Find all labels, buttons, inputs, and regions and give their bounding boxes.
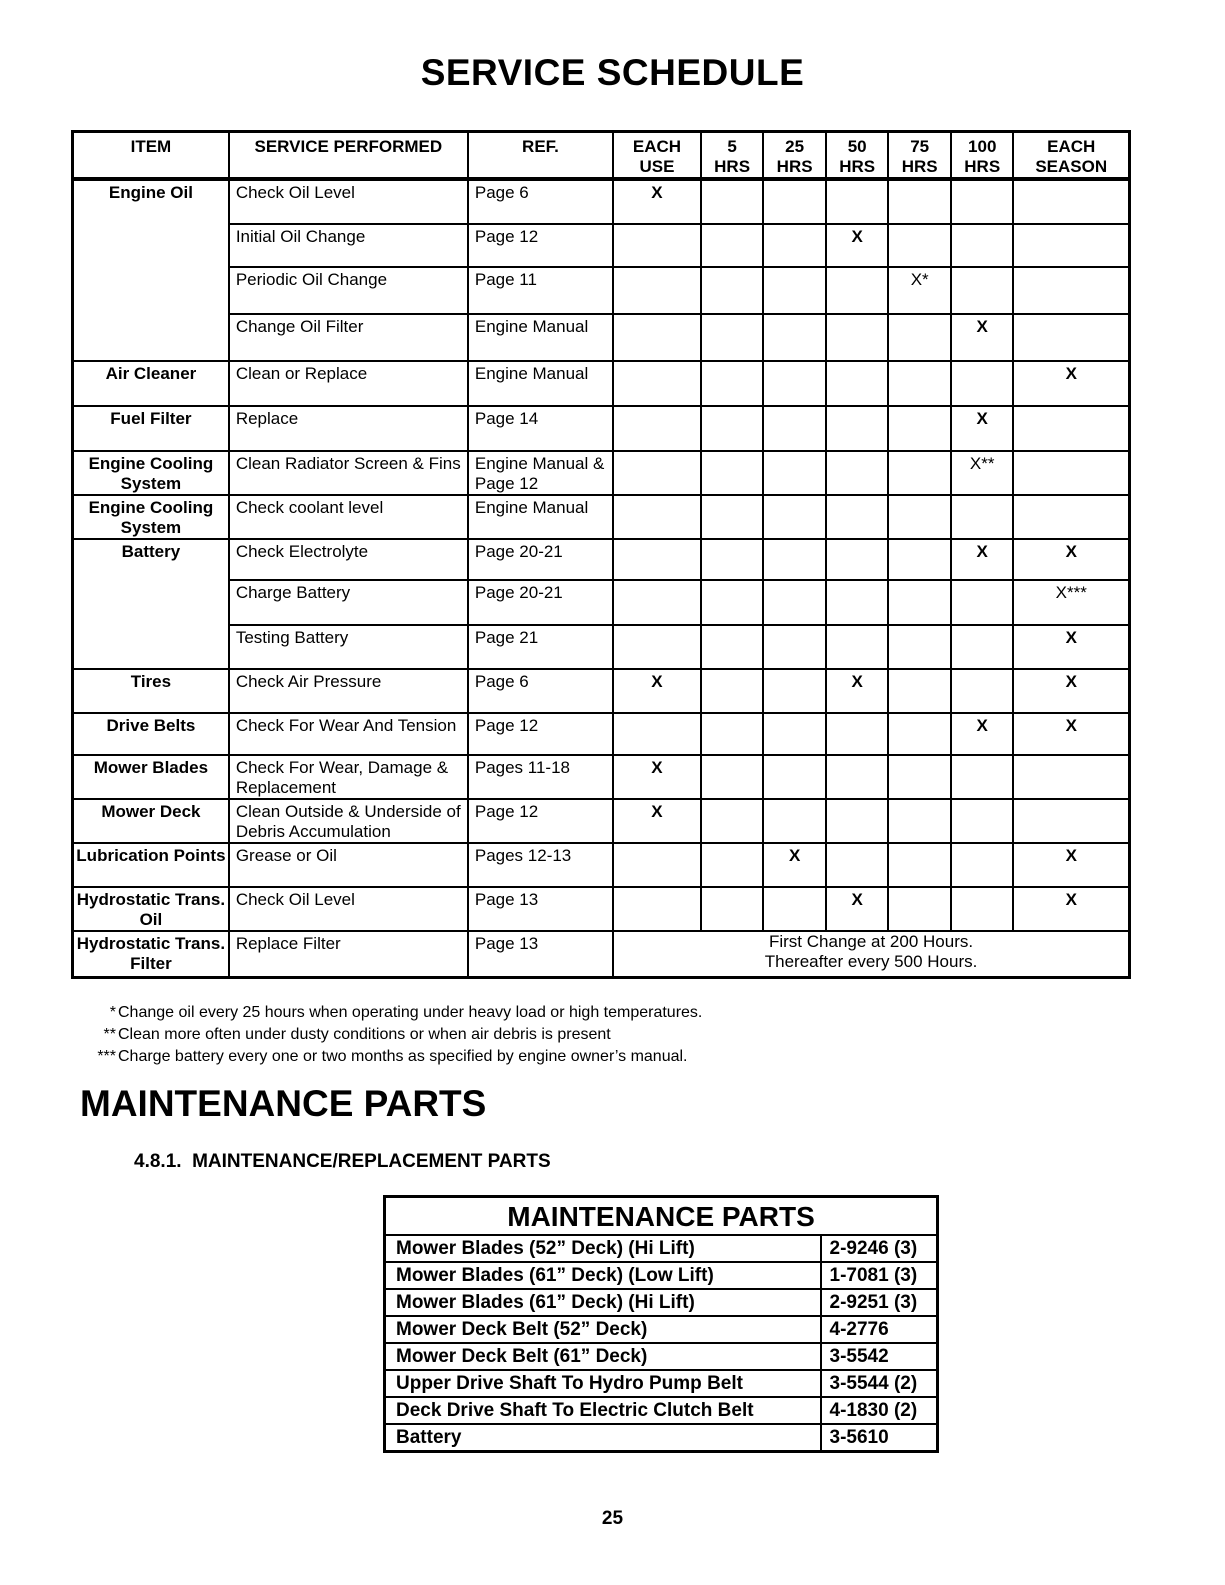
service-reference: Engine Manual	[468, 314, 613, 361]
schedule-row	[73, 406, 1130, 451]
interval-mark: X	[826, 224, 889, 267]
interval-mark	[951, 361, 1014, 406]
schedule-item: Air Cleaner	[73, 361, 229, 406]
schedule-row	[73, 495, 1130, 539]
column-header-line: 5	[727, 137, 737, 156]
column-header	[73, 132, 229, 180]
schedule-row	[73, 361, 1130, 406]
interval-mark	[701, 843, 764, 887]
service-reference: Engine Manual & Page 12	[468, 451, 613, 495]
interval-mark	[763, 713, 826, 755]
interval-mark	[951, 267, 1014, 314]
interval-mark	[826, 314, 889, 361]
service-reference: Page 6	[468, 179, 613, 224]
interval-mark	[1013, 314, 1129, 361]
schedule-item: Fuel Filter	[73, 406, 229, 451]
interval-mark	[888, 314, 951, 361]
interval-mark	[701, 267, 764, 314]
interval-mark	[613, 406, 701, 451]
interval-mark: X**	[951, 451, 1014, 495]
parts-row	[385, 1370, 938, 1397]
service-reference: Page 11	[468, 267, 613, 314]
service-reference: Pages 11-18	[468, 755, 613, 799]
column-header-line: HRS	[839, 157, 876, 176]
schedule-row	[73, 267, 1130, 314]
interval-mark	[613, 267, 701, 314]
footnote	[88, 1024, 702, 1046]
interval-mark: X*	[888, 267, 951, 314]
service-performed: Check For Wear, Damage & Replacement	[229, 755, 468, 799]
interval-mark	[888, 625, 951, 669]
schedule-item	[73, 625, 229, 669]
interval-mark	[951, 799, 1014, 843]
interval-mark	[1013, 224, 1129, 267]
interval-mark	[613, 539, 701, 580]
interval-mark	[888, 755, 951, 799]
interval-mark	[613, 495, 701, 539]
interval-mark	[1013, 179, 1129, 224]
column-header-line: HRS	[776, 157, 813, 176]
schedule-row	[73, 224, 1130, 267]
interval-mark	[826, 625, 889, 669]
service-performed: Charge Battery	[229, 580, 468, 625]
part-description: Mower Blades (52” Deck) (Hi Lift)	[385, 1235, 821, 1262]
schedule-row	[73, 931, 1130, 977]
column-header-line: HRS	[714, 157, 751, 176]
part-number: 3-5544 (2)	[821, 1370, 938, 1397]
interval-mark	[888, 539, 951, 580]
schedule-item: Engine Cooling System	[73, 451, 229, 495]
service-performed: Initial Oil Change	[229, 224, 468, 267]
service-performed: Clean Outside & Underside of Debris Accumulation	[229, 799, 468, 843]
interval-mark	[701, 580, 764, 625]
interval-mark	[951, 179, 1014, 224]
interval-mark: X	[1013, 887, 1129, 931]
part-description: Upper Drive Shaft To Hydro Pump Belt	[385, 1370, 821, 1397]
footnote-mark: ***	[97, 1048, 116, 1065]
interval-mark: X	[1013, 843, 1129, 887]
column-header-line: USE	[639, 157, 675, 176]
interval-mark	[888, 580, 951, 625]
interval-mark	[826, 799, 889, 843]
interval-mark	[826, 451, 889, 495]
schedule-row	[73, 314, 1130, 361]
interval-mark	[1013, 451, 1129, 495]
footnotes	[88, 1002, 702, 1068]
interval-mark	[613, 451, 701, 495]
column-header-line: REF.	[522, 137, 559, 156]
interval-note	[613, 931, 1129, 977]
column-header-line: HRS	[964, 157, 1001, 176]
part-number: 4-1830 (2)	[821, 1397, 938, 1424]
schedule-item: Drive Belts	[73, 713, 229, 755]
service-schedule-table	[71, 130, 1131, 979]
schedule-row	[73, 580, 1130, 625]
part-number: 2-9246 (3)	[821, 1235, 938, 1262]
column-header-line: 25	[785, 137, 805, 156]
interval-mark: X	[613, 179, 701, 224]
parts-row	[385, 1235, 938, 1262]
column-header-line: ITEM	[130, 137, 172, 156]
column-header-line: 100	[968, 137, 997, 156]
schedule-row	[73, 539, 1130, 580]
interval-mark	[951, 224, 1014, 267]
service-reference: Page 14	[468, 406, 613, 451]
interval-mark	[888, 406, 951, 451]
interval-mark	[763, 451, 826, 495]
interval-mark	[613, 887, 701, 931]
interval-mark	[763, 179, 826, 224]
schedule-row	[73, 179, 1130, 224]
service-performed: Check Air Pressure	[229, 669, 468, 713]
schedule-row	[73, 755, 1130, 799]
column-header	[951, 132, 1014, 180]
interval-mark	[763, 580, 826, 625]
interval-mark	[826, 361, 889, 406]
parts-row	[385, 1424, 938, 1452]
service-reference: Engine Manual	[468, 495, 613, 539]
service-performed: Check Oil Level	[229, 179, 468, 224]
interval-mark	[763, 224, 826, 267]
interval-mark	[763, 799, 826, 843]
part-number: 4-2776	[821, 1316, 938, 1343]
interval-mark: X	[613, 669, 701, 713]
interval-mark: X	[613, 799, 701, 843]
interval-mark	[951, 843, 1014, 887]
footnote-mark: *	[109, 1004, 116, 1021]
interval-mark	[701, 625, 764, 669]
column-header-line: EACH	[1047, 137, 1096, 156]
interval-mark: X	[1013, 669, 1129, 713]
interval-mark: X***	[1013, 580, 1129, 625]
service-performed: Check coolant level	[229, 495, 468, 539]
service-reference: Page 20-21	[468, 580, 613, 625]
interval-mark: X	[763, 843, 826, 887]
service-performed: Check For Wear And Tension	[229, 713, 468, 755]
part-description: Battery	[385, 1424, 821, 1452]
schedule-header-row	[73, 132, 1130, 180]
service-performed: Grease or Oil	[229, 843, 468, 887]
service-performed: Check Electrolyte	[229, 539, 468, 580]
schedule-item: Lubrication Points	[73, 843, 229, 887]
interval-mark	[826, 713, 889, 755]
service-reference: Page 12	[468, 224, 613, 267]
column-header-line: 50	[847, 137, 867, 156]
footnote	[88, 1046, 702, 1068]
schedule-item	[73, 580, 229, 625]
interval-mark	[826, 580, 889, 625]
interval-mark	[613, 843, 701, 887]
schedule-row	[73, 887, 1130, 931]
interval-mark	[888, 361, 951, 406]
interval-mark	[763, 755, 826, 799]
service-reference: Page 21	[468, 625, 613, 669]
interval-mark	[951, 495, 1014, 539]
part-number: 3-5610	[821, 1424, 938, 1452]
service-reference: Engine Manual	[468, 361, 613, 406]
interval-mark	[763, 539, 826, 580]
column-header-line: EACH	[632, 137, 682, 156]
service-performed: Periodic Oil Change	[229, 267, 468, 314]
column-header-line: HRS	[901, 157, 938, 176]
column-header	[613, 132, 701, 180]
interval-note-line: First Change at 200 Hours.	[768, 932, 974, 951]
schedule-item	[73, 224, 229, 267]
footnote-text: Clean more often under dusty conditions or when air debris is present	[118, 1026, 611, 1043]
parts-header-row	[385, 1197, 938, 1236]
service-performed: Clean Radiator Screen & Fins	[229, 451, 468, 495]
service-reference: Page 12	[468, 799, 613, 843]
service-reference: Page 6	[468, 669, 613, 713]
schedule-row	[73, 843, 1130, 887]
interval-mark	[888, 179, 951, 224]
interval-mark	[1013, 406, 1129, 451]
service-performed: Testing Battery	[229, 625, 468, 669]
parts-row	[385, 1316, 938, 1343]
part-number: 3-5542	[821, 1343, 938, 1370]
interval-mark	[701, 799, 764, 843]
interval-mark	[701, 361, 764, 406]
footnote-mark: **	[103, 1026, 116, 1043]
interval-mark	[888, 451, 951, 495]
subsection-title: 4.8.1. MAINTENANCE/REPLACEMENT PARTS	[134, 1151, 551, 1172]
interval-mark	[1013, 267, 1129, 314]
part-description: Deck Drive Shaft To Electric Clutch Belt	[385, 1397, 821, 1424]
service-reference: Page 13	[468, 887, 613, 931]
service-reference: Page 20-21	[468, 539, 613, 580]
parts-row	[385, 1397, 938, 1424]
page-number: 25	[601, 1508, 624, 1529]
parts-row	[385, 1289, 938, 1316]
footnote	[88, 1002, 702, 1024]
interval-mark: X	[951, 314, 1014, 361]
column-header	[1013, 132, 1129, 180]
interval-mark	[1013, 799, 1129, 843]
interval-mark	[888, 713, 951, 755]
interval-mark	[701, 179, 764, 224]
part-description: Mower Blades (61” Deck) (Low Lift)	[385, 1262, 821, 1289]
service-performed: Replace Filter	[229, 931, 468, 977]
interval-mark	[826, 843, 889, 887]
schedule-item: Engine Oil	[73, 179, 229, 224]
interval-mark	[763, 887, 826, 931]
schedule-row	[73, 799, 1130, 843]
column-header	[229, 132, 468, 180]
parts-row	[385, 1343, 938, 1370]
interval-mark	[888, 799, 951, 843]
service-performed: Change Oil Filter	[229, 314, 468, 361]
interval-mark	[951, 887, 1014, 931]
part-description: Mower Blades (61” Deck) (Hi Lift)	[385, 1289, 821, 1316]
interval-mark	[951, 755, 1014, 799]
interval-mark	[888, 495, 951, 539]
interval-mark	[763, 314, 826, 361]
schedule-row	[73, 625, 1130, 669]
interval-mark	[613, 361, 701, 406]
schedule-row	[73, 451, 1130, 495]
interval-mark	[826, 539, 889, 580]
interval-mark	[951, 625, 1014, 669]
interval-mark: X	[826, 669, 889, 713]
interval-mark: X	[826, 887, 889, 931]
interval-mark	[613, 580, 701, 625]
interval-mark	[826, 267, 889, 314]
footnote-text: Change oil every 25 hours when operating under heavy load or high temperatures.	[118, 1004, 703, 1021]
interval-mark	[701, 669, 764, 713]
column-header	[763, 132, 826, 180]
interval-mark	[951, 669, 1014, 713]
column-header	[468, 132, 613, 180]
service-performed: Check Oil Level	[229, 887, 468, 931]
schedule-item: Mower Deck	[73, 799, 229, 843]
schedule-item: Mower Blades	[73, 755, 229, 799]
interval-mark	[701, 314, 764, 361]
schedule-item: Hydrostatic Trans. Filter	[73, 931, 229, 977]
interval-mark	[701, 224, 764, 267]
footnote-text: Charge battery every one or two months as specified by engine owner’s manual.	[118, 1048, 688, 1065]
interval-mark: X	[951, 406, 1014, 451]
section-title: MAINTENANCE PARTS	[80, 1083, 487, 1124]
interval-mark	[1013, 755, 1129, 799]
part-description: Mower Deck Belt (61” Deck)	[385, 1343, 821, 1370]
interval-mark	[701, 755, 764, 799]
column-header	[701, 132, 764, 180]
interval-mark: X	[1013, 713, 1129, 755]
interval-mark	[826, 179, 889, 224]
part-description: Mower Deck Belt (52” Deck)	[385, 1316, 821, 1343]
interval-mark: X	[1013, 625, 1129, 669]
schedule-item: Battery	[73, 539, 229, 580]
interval-mark	[888, 669, 951, 713]
interval-mark	[1013, 495, 1129, 539]
interval-mark: X	[951, 539, 1014, 580]
interval-mark: X	[951, 713, 1014, 755]
interval-mark	[701, 887, 764, 931]
parts-table-heading: MAINTENANCE PARTS	[385, 1197, 938, 1236]
interval-mark	[888, 887, 951, 931]
column-header	[888, 132, 951, 180]
schedule-item	[73, 267, 229, 314]
interval-mark	[763, 625, 826, 669]
column-header	[826, 132, 889, 180]
schedule-item: Hydrostatic Trans. Oil	[73, 887, 229, 931]
interval-mark	[826, 406, 889, 451]
service-performed: Clean or Replace	[229, 361, 468, 406]
interval-mark	[613, 314, 701, 361]
interval-mark	[763, 361, 826, 406]
interval-mark	[763, 495, 826, 539]
interval-mark	[888, 224, 951, 267]
part-number: 1-7081 (3)	[821, 1262, 938, 1289]
interval-mark	[613, 224, 701, 267]
interval-mark	[613, 713, 701, 755]
service-reference: Pages 12-13	[468, 843, 613, 887]
schedule-row	[73, 713, 1130, 755]
column-header-line: SEASON	[1035, 157, 1108, 176]
column-header-line: 75	[910, 137, 930, 156]
column-header-line: SERVICE PERFORMED	[254, 137, 443, 156]
page-title: SERVICE SCHEDULE	[420, 52, 805, 93]
service-reference: Page 12	[468, 713, 613, 755]
interval-mark	[763, 267, 826, 314]
interval-note-line: Thereafter every 500 Hours.	[764, 952, 978, 971]
interval-mark	[701, 539, 764, 580]
interval-mark: X	[613, 755, 701, 799]
service-reference: Page 13	[468, 931, 613, 977]
schedule-item	[73, 314, 229, 361]
interval-mark	[826, 495, 889, 539]
interval-mark: X	[1013, 361, 1129, 406]
interval-mark	[763, 406, 826, 451]
interval-mark	[826, 755, 889, 799]
interval-mark	[951, 580, 1014, 625]
interval-mark	[701, 451, 764, 495]
interval-mark	[613, 625, 701, 669]
maintenance-parts-table	[383, 1195, 939, 1453]
parts-row	[385, 1262, 938, 1289]
interval-mark	[763, 669, 826, 713]
interval-mark	[888, 843, 951, 887]
service-performed: Replace	[229, 406, 468, 451]
interval-mark	[701, 495, 764, 539]
part-number: 2-9251 (3)	[821, 1289, 938, 1316]
schedule-row	[73, 669, 1130, 713]
interval-mark	[701, 406, 764, 451]
interval-mark	[701, 713, 764, 755]
schedule-item: Tires	[73, 669, 229, 713]
schedule-item: Engine Cooling System	[73, 495, 229, 539]
interval-mark: X	[1013, 539, 1129, 580]
